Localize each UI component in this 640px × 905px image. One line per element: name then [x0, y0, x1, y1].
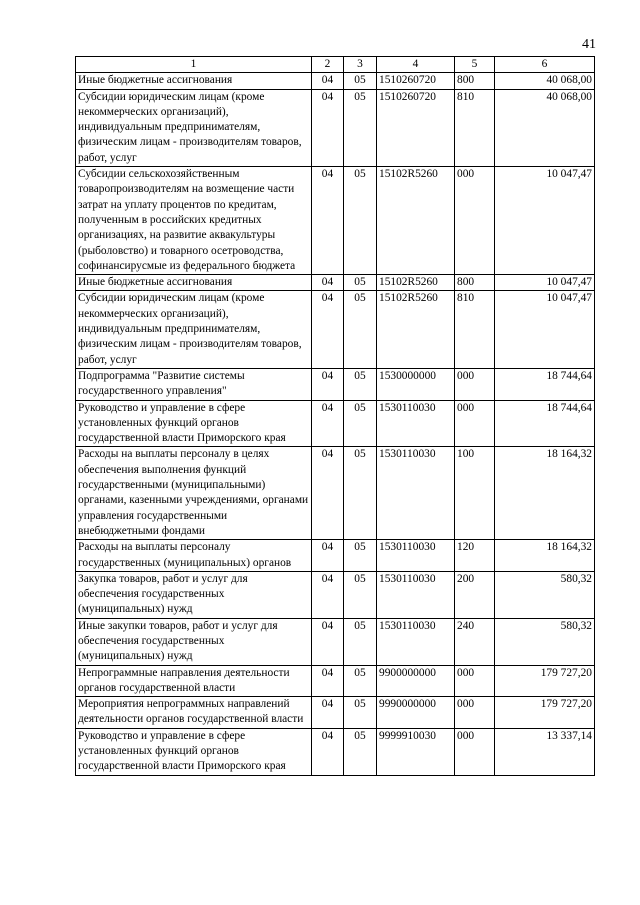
row-subsection-cell: 05	[344, 540, 377, 572]
row-target-article-cell: 15102R5260	[377, 291, 455, 368]
row-expense-type-cell: 810	[455, 89, 495, 166]
row-expense-type-cell: 100	[455, 447, 495, 540]
table-row	[76, 447, 595, 540]
row-name-cell: Иные бюджетные ассигнования	[76, 275, 312, 291]
row-amount-cell: 179 727,20	[495, 697, 595, 729]
page-number: 41	[582, 37, 596, 52]
row-section-cell: 04	[312, 89, 344, 166]
row-target-article-cell: 15102R5260	[377, 167, 455, 275]
row-amount-cell: 40 068,00	[495, 89, 595, 166]
row-subsection-cell: 05	[344, 618, 377, 665]
row-target-article-cell: 1530110030	[377, 400, 455, 447]
row-subsection-cell: 05	[344, 728, 377, 775]
row-name-cell: Непрограммные направления деятельности органов государственной власти	[76, 665, 312, 697]
row-section-cell: 04	[312, 665, 344, 697]
row-section-cell: 04	[312, 571, 344, 618]
table-row	[76, 697, 595, 729]
header-col-3: 3	[344, 57, 377, 73]
header-row	[76, 57, 595, 73]
row-section-cell: 04	[312, 618, 344, 665]
row-section-cell: 04	[312, 728, 344, 775]
row-target-article-cell: 9990000000	[377, 697, 455, 729]
row-target-article-cell: 1510260720	[377, 73, 455, 89]
table-row	[76, 368, 595, 400]
row-subsection-cell: 05	[344, 275, 377, 291]
table-row	[76, 618, 595, 665]
row-expense-type-cell: 000	[455, 697, 495, 729]
row-name-cell: Расходы на выплаты персоналу государственных (муниципальных) органов	[76, 540, 312, 572]
row-expense-type-cell: 000	[455, 728, 495, 775]
row-subsection-cell: 05	[344, 73, 377, 89]
row-name-cell: Мероприятия непрограммных направлений деятельности органов государственной власти	[76, 697, 312, 729]
row-subsection-cell: 05	[344, 665, 377, 697]
row-expense-type-cell: 000	[455, 167, 495, 275]
row-expense-type-cell: 800	[455, 275, 495, 291]
row-subsection-cell: 05	[344, 571, 377, 618]
row-expense-type-cell: 000	[455, 368, 495, 400]
row-target-article-cell: 9999910030	[377, 728, 455, 775]
row-subsection-cell: 05	[344, 447, 377, 540]
row-name-cell: Субсидии сельскохозяйственным товаропроизводителям на возмещение части затрат на уплату процентов по кредитам, полученным в российских кредитных организациях, на развитие аквакультуры (рыболовство) и товарного осетроводства, софинансирусмые из федерального бюджета	[76, 167, 312, 275]
row-section-cell: 04	[312, 368, 344, 400]
row-expense-type-cell: 240	[455, 618, 495, 665]
table-row	[76, 665, 595, 697]
row-subsection-cell: 05	[344, 89, 377, 166]
row-section-cell: 04	[312, 167, 344, 275]
row-target-article-cell: 1530110030	[377, 447, 455, 540]
table-row	[76, 728, 595, 775]
table-row	[76, 275, 595, 291]
row-target-article-cell: 9900000000	[377, 665, 455, 697]
table-row	[76, 400, 595, 447]
row-expense-type-cell: 000	[455, 400, 495, 447]
header-col-1: 1	[76, 57, 312, 73]
table-row	[76, 540, 595, 572]
row-section-cell: 04	[312, 697, 344, 729]
table-body	[76, 73, 595, 775]
header-col-5: 5	[455, 57, 495, 73]
row-amount-cell: 18 744,64	[495, 368, 595, 400]
row-expense-type-cell: 810	[455, 291, 495, 368]
row-name-cell: Руководство и управление в сфере установленных функций органов государственной власти Приморского края	[76, 400, 312, 447]
header-col-6: 6	[495, 57, 595, 73]
table-row	[76, 89, 595, 166]
row-target-article-cell: 1530000000	[377, 368, 455, 400]
table-row	[76, 167, 595, 275]
row-target-article-cell: 1530110030	[377, 540, 455, 572]
row-target-article-cell: 15102R5260	[377, 275, 455, 291]
row-expense-type-cell: 200	[455, 571, 495, 618]
row-amount-cell: 40 068,00	[495, 73, 595, 89]
row-amount-cell: 18 164,32	[495, 447, 595, 540]
row-section-cell: 04	[312, 400, 344, 447]
row-amount-cell: 13 337,14	[495, 728, 595, 775]
row-name-cell: Субсидии юридическим лицам (кроме некоммерческих организаций), индивидуальным предпринимателям, физическим лицам - производителям товаров, работ, услуг	[76, 89, 312, 166]
row-amount-cell: 10 047,47	[495, 291, 595, 368]
row-section-cell: 04	[312, 275, 344, 291]
row-target-article-cell: 1530110030	[377, 571, 455, 618]
row-name-cell: Руководство и управление в сфере установленных функций органов государственной власти Приморского края	[76, 728, 312, 775]
row-name-cell: Подпрограмма "Развитие системы государственного управления"	[76, 368, 312, 400]
row-subsection-cell: 05	[344, 368, 377, 400]
row-section-cell: 04	[312, 447, 344, 540]
row-subsection-cell: 05	[344, 167, 377, 275]
row-target-article-cell: 1510260720	[377, 89, 455, 166]
row-amount-cell: 580,32	[495, 618, 595, 665]
row-section-cell: 04	[312, 291, 344, 368]
header-col-2: 2	[312, 57, 344, 73]
row-amount-cell: 10 047,47	[495, 275, 595, 291]
header-col-4: 4	[377, 57, 455, 73]
row-expense-type-cell: 800	[455, 73, 495, 89]
row-name-cell: Иные закупки товаров, работ и услуг для обеспечения государственных (муниципальных) нужд	[76, 618, 312, 665]
row-section-cell: 04	[312, 540, 344, 572]
table-row	[76, 571, 595, 618]
row-name-cell: Субсидии юридическим лицам (кроме некоммерческих организаций), индивидуальным предпринимателям, физическим лицам - производителям товаров, работ, услуг	[76, 291, 312, 368]
row-subsection-cell: 05	[344, 697, 377, 729]
row-subsection-cell: 05	[344, 291, 377, 368]
row-name-cell: Закупка товаров, работ и услуг для обеспечения государственных (муниципальных) нужд	[76, 571, 312, 618]
row-amount-cell: 580,32	[495, 571, 595, 618]
row-amount-cell: 18 744,64	[495, 400, 595, 447]
budget-table	[75, 56, 595, 776]
row-amount-cell: 18 164,32	[495, 540, 595, 572]
row-expense-type-cell: 000	[455, 665, 495, 697]
table-row	[76, 73, 595, 89]
row-target-article-cell: 1530110030	[377, 618, 455, 665]
row-name-cell: Иные бюджетные ассигнования	[76, 73, 312, 89]
row-expense-type-cell: 120	[455, 540, 495, 572]
row-section-cell: 04	[312, 73, 344, 89]
table-row	[76, 291, 595, 368]
row-amount-cell: 10 047,47	[495, 167, 595, 275]
row-subsection-cell: 05	[344, 400, 377, 447]
row-name-cell: Расходы на выплаты персоналу в целях обеспечения выполнения функций государственными (муниципальными) органами, казенными учреждениями, органами управления государственными внебюджетными фондами	[76, 447, 312, 540]
row-amount-cell: 179 727,20	[495, 665, 595, 697]
